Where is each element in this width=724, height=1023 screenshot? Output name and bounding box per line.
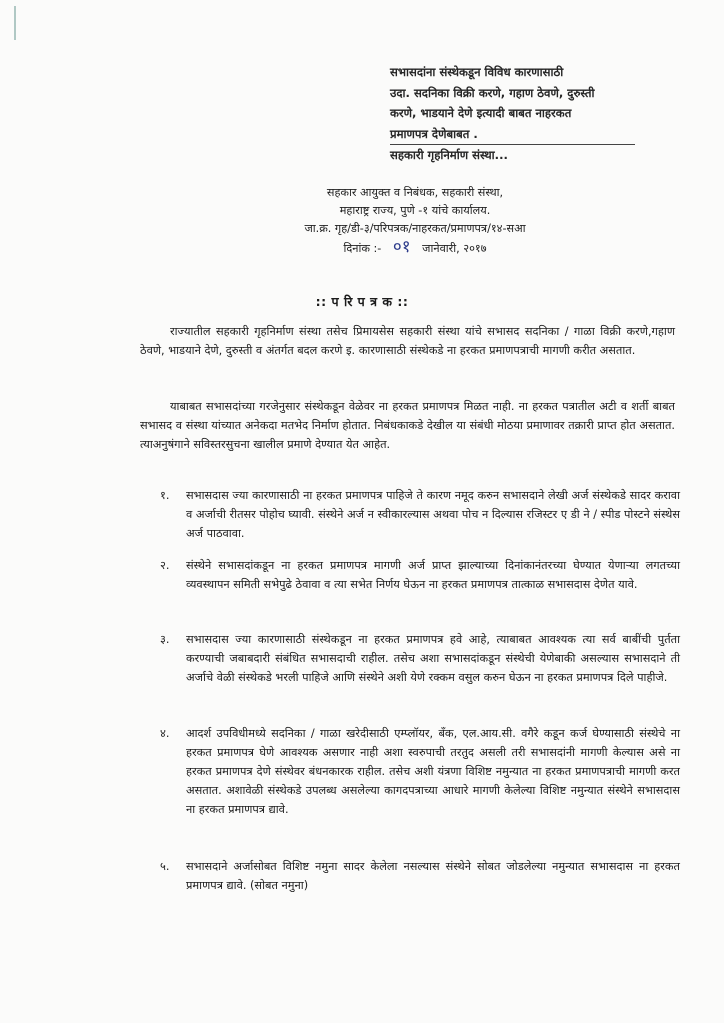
subject-line: करणे, भाडयाने देणे इत्यादी बाबत नाहरकत: [390, 106, 572, 120]
paragraph: [140, 322, 675, 360]
circular-heading: :: प रि प त्र क ::: [315, 294, 409, 309]
paragraph-text: राज्यातील सहकारी गृहनिर्माण संस्था तसेच प्रिमायसेस सहकारी संस्था यांचे सभासद सदनिका / गाळा विक्री करणे,गहाण ठेवणे, भाडयाने देणे, दुरुस्ती व अंतर्गत बदल करणे इ. कारणासाठी संस्थेकडे ना हरकत प्रमाणपत्राची मागणी करीत असतात.: [140, 325, 675, 357]
office-address-block: [250, 184, 580, 258]
handwritten-date-day: ०१: [392, 237, 411, 257]
list-item-text: सभासदास ज्या कारणासाठी ना हरकत प्रमाणपत्र पाहिजे ते कारण नमूद करुन सभासदाने लेखी अर्ज संस्थेकडे सादर करावा व अर्जाची रीतसर पोहोच घ्यावी. संस्थेने अर्ज न स्वीकारल्यास अथवा पोच न दिल्यास रजिस्टर ए डी ने / स्पीड पोस्टने संस्थेस अर्ज पाठवावा.: [186, 489, 680, 540]
list-item: [150, 630, 680, 687]
list-item-text: सभासदास ज्या कारणासाठी संस्थेकडून ना हरकत प्रमाणपत्र हवे आहे, त्याबाबत आवश्यक त्या सर्व बाबींची पुर्तता करण्याची जबाबदारी संबंधित सभासदाची राहील. तसेच अशा सभासदांकडून संस्थेची येणेबाकी असल्यास सभासदाने ती अर्जाचे वेळी संस्थेकडे भरली पाहिजे आणि संस्थेने अशी येणे रक्कम वसुल करुन घेऊन ना हरकत प्रमाणपत्र दिले पाहीजे.: [186, 633, 680, 684]
paragraph: [140, 397, 675, 454]
paragraph-text: याबाबत सभासदांच्या गरजेनुसार संस्थेकडून वेळेवर ना हरकत प्रमाणपत्र मिळत नाही. ना हरकत पत्रातील अटी व शर्ती बाबत सभासद व संस्था यांच्यात अनेकदा मतभेद निर्माण होतात. निबंधकाकडे देखील या संबंधी मोठया प्रमाणावर तक्रारी प्राप्त होत असतात. त्याअनुषंगाने सविस्तरसुचना खालील प्रमाणे देण्यात येत आहेत.: [140, 400, 675, 451]
list-item-number: १.: [160, 489, 170, 502]
list-item: [150, 556, 680, 594]
subject-underlined-text: प्रमाणपत्र देणेबाबत .: [390, 124, 635, 146]
subject-line: सहकारी गृहनिर्माण संस्था...: [390, 148, 508, 162]
subject-block: [390, 62, 680, 166]
office-line: महाराष्ट्र राज्य, पुणे -१ यांचे कार्यालय.: [339, 204, 491, 217]
subject-line: उदा. सदनिका विक्री करणे, गहाण ठेवणे, दुरुस्ती: [390, 85, 595, 100]
margin-pen-mark: [14, 6, 16, 40]
list-item: [150, 857, 680, 895]
list-item-number: २.: [160, 559, 170, 572]
list-item: [150, 724, 680, 819]
list-item-text: सभासदाने अर्जासोबत विशिष्ट नमुना सादर केलेला नसल्यास संस्थेने सोबत जोडलेल्या नमुन्यात सभासदास ना हरकत प्रमाणपत्र द्यावे. (सोबत नमुना): [186, 860, 680, 892]
list-item-number: ५.: [160, 860, 170, 873]
list-item-number: ३.: [160, 633, 170, 646]
list-item-number: ४.: [160, 727, 170, 740]
date-label: दिनांक :-: [343, 242, 382, 255]
subject-line: सभासदांना संस्थेकडून विविध कारणासाठी: [390, 65, 564, 79]
subject-line: [390, 124, 680, 146]
office-line: सहकार आयुक्त व निबंधक, सहकारी संस्था,: [326, 186, 504, 199]
list-item-text: आदर्श उपविधीमध्ये सदनिका / गाळा खरेदीसाठी एम्प्लॉयर, बँक, एल.आय.सी. वगैरे कडून कर्ज घेण्यासाठी संस्थेचे ना हरकत प्रमाणपत्र घेणे आवश्यक असणार नाही अशा स्वरुपाची तरतुद असली तरी सभासदांनी मागणी केल्यास असे ना हरकत प्रमाणपत्र देणे संस्थेवर बंधनकारक राहील. तसेच अशी यंत्रणा विशिष्ट नमुन्यात ना हरकत प्रमाणपत्राची मागणी करत असतात. अशावेळी संस्थेकडे उपलब्ध असलेल्या कागदपत्राच्या आधारे मागणी केलेल्या विशिष्ट नमुन्यात संस्थेने सभासदास ना हरकत प्रमाणपत्र द्यावे.: [186, 727, 681, 816]
reference-number: जा.क्र. गृह/डी-३/परिपत्रक/नाहरकत/प्रमाणपत्र/१४-सआ: [304, 222, 526, 235]
date-line: [250, 238, 580, 258]
list-item-text: संस्थेने सभासदांकडून ना हरकत प्रमाणपत्र मागणी अर्ज प्राप्त झाल्याच्या दिनांकानंतरच्या घेण्यात येणाऱ्या लगतच्या व्यवस्थापन समिती सभेपुढे ठेवावा व त्या सभेत निर्णय घेऊन ना हरकत प्रमाणपत्र तात्काळ सभासदास देणेत यावे.: [186, 559, 680, 591]
date-month-year: जानेवारी, २०१७: [422, 242, 487, 255]
list-item: [150, 486, 680, 543]
